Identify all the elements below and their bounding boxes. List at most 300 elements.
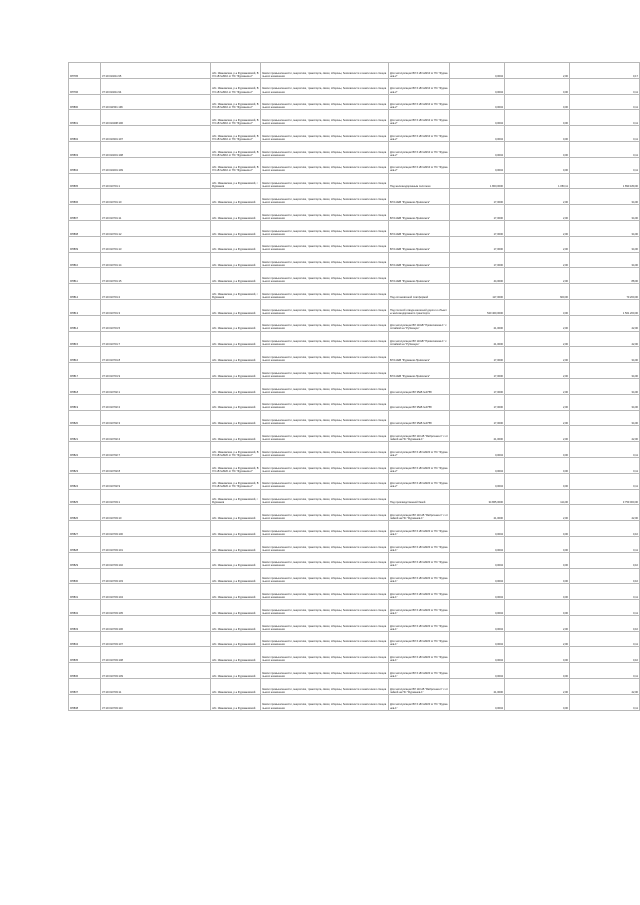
- land-category-cell: Земли промышленности, энергетики, транспорта, связи, обороны, безопасности и земли иного специального назначения: [261, 426, 389, 442]
- land-category-cell: Земли промышленности, энергетики, транспорта, связи, обороны, безопасности и земли иного специального назначения: [261, 489, 389, 505]
- rate-cell: 2,00: [505, 615, 570, 631]
- land-category-cell: Земли промышленности, энергетики, транспорта, связи, обороны, безопасности и земли иного специального назначения: [261, 141, 389, 157]
- rate-cell: 0,00: [505, 568, 570, 584]
- address-cell: обл. Ивановская, р-н Фурмановский, ВЛ 6 кВ №8/10 от ПС "Фурманов-2": [211, 63, 261, 79]
- table-row: [69, 78, 640, 94]
- area-cell: 0,0004: [450, 568, 505, 584]
- cadastral-number-cell: 37:19:010703:11: [101, 679, 211, 695]
- row-number-cell: ЯП835: [69, 647, 101, 663]
- land-category-cell: Земли промышленности, энергетики, транспорта, связи, обороны, безопасности и земли иного специального назначения: [261, 442, 389, 458]
- permitted-use-cell: Для эксплуатации ВЛ 6 кВ №8/20 от ПС "Фурманов-1": [389, 663, 450, 679]
- area-cell: 0,0004: [450, 647, 505, 663]
- row-number-cell: ЯП836: [69, 663, 101, 679]
- permitted-use-cell: ВЛ 110кВ "Фурманов-Приволжск": [389, 205, 450, 221]
- cadastral-number-cell: 37:19:010701:13: [101, 236, 211, 252]
- land-category-cell: Земли промышленности, энергетики, транспорта, связи, обороны, безопасности и земли иного специального назначения: [261, 236, 389, 252]
- area-cell: 0,0004: [450, 157, 505, 173]
- address-cell: обл. Ивановская, р-н Фурмановский: [211, 552, 261, 568]
- table-row: [69, 63, 640, 79]
- area-cell: 0,0004: [450, 110, 505, 126]
- land-category-cell: Земли промышленности, энергетики, транспорта, связи, обороны, безопасности и земли иного специального назначения: [261, 552, 389, 568]
- permitted-use-cell: Для эксплуатации ВЛ 6 кВ №8/10 от ПС "Фурманов-2": [389, 126, 450, 142]
- address-cell: обл. Ивановская, р-н Фурмановский: [211, 647, 261, 663]
- address-cell: обл. Ивановская, р-н Фурмановский: [211, 205, 261, 221]
- permitted-use-cell: Для эксплуатации ВЛ 6 кВ №8/20 от ПС "Фурманов-1": [389, 600, 450, 616]
- area-cell: 17,0000: [450, 189, 505, 205]
- cadastral-number-cell: 37:19:010701:3: [101, 299, 211, 315]
- permitted-use-cell: Для эксплуатации ВЛ 6 кВ №8/20 от ПС "Фурманов-2": [389, 442, 450, 458]
- land-category-cell: Земли промышленности, энергетики, транспорта, связи, обороны, безопасности и земли иного специального назначения: [261, 378, 389, 394]
- cadastral-value-cell: 0,11: [570, 536, 640, 552]
- address-cell: обл. Ивановская, р-н Фурмановский: [211, 410, 261, 426]
- rate-cell: 2,00: [505, 315, 570, 331]
- row-number-cell: ЯП800: [69, 94, 101, 110]
- land-category-cell: Земли промышленности, энергетики, транспорта, связи, обороны, безопасности и земли иного специального назначения: [261, 647, 389, 663]
- address-cell: обл. Ивановская, р-н Фурмановский: [211, 189, 261, 205]
- address-cell: обл. Ивановская, р-н Фурмановский: [211, 315, 261, 331]
- cadastral-value-cell: 0,10: [570, 615, 640, 631]
- row-number-cell: ЯП833: [69, 615, 101, 631]
- cadastral-value-cell: 42,00: [570, 505, 640, 521]
- cadastral-number-cell: 37:19:010201:198: [101, 141, 211, 157]
- cadastral-value-cell: 0,11: [570, 631, 640, 647]
- rate-cell: 2,00: [505, 331, 570, 347]
- land-category-cell: Земли промышленности, энергетики, транспорта, связи, обороны, безопасности и земли иного специального назначения: [261, 331, 389, 347]
- cadastral-number-cell: 37:19:010702:3: [101, 410, 211, 426]
- cadastral-value-cell: 1 890 189,00: [570, 173, 640, 189]
- cadastral-number-cell: 37:19:010703:100: [101, 521, 211, 537]
- cadastral-number-cell: 37:19:010703:1: [101, 489, 211, 505]
- address-cell: обл. Ивановская, р-н Фурмановский: [211, 268, 261, 284]
- area-cell: 17,0000: [450, 205, 505, 221]
- cadastral-number-cell: 37:19:010703:105: [101, 600, 211, 616]
- land-category-cell: Земли промышленности, энергетики, транспорта, связи, обороны, безопасности и земли иного специального назначения: [261, 457, 389, 473]
- land-category-cell: Земли промышленности, энергетики, транспорта, связи, обороны, безопасности и земли иного специального назначения: [261, 505, 389, 521]
- cadastral-number-cell: 37:19:010703:109: [101, 663, 211, 679]
- row-number-cell: ЯП814: [69, 315, 101, 331]
- area-cell: 0,0004: [450, 63, 505, 79]
- permitted-use-cell: Для эксплуатации ВЛ 110 кВ "Фабричная-1" с отпайкой на ПС "Фурманов-1": [389, 426, 450, 442]
- area-cell: 17,0000: [450, 220, 505, 236]
- land-category-cell: Земли промышленности, энергетики, транспорта, связи, обороны, безопасности и земли иного специального назначения: [261, 536, 389, 552]
- address-cell: обл. Ивановская, р-н Фурмановский: [211, 331, 261, 347]
- area-cell: 0,0004: [450, 615, 505, 631]
- row-number-cell: ЯП827: [69, 521, 101, 537]
- row-number-cell: ЯП795: [69, 63, 101, 79]
- cadastral-value-cell: 0,11: [570, 126, 640, 142]
- table-row: [69, 126, 640, 142]
- area-cell: 0,0004: [450, 536, 505, 552]
- permitted-use-cell: Для эксплуатации ВЛ 110 кВ "Фабричная-1" с отпайкой на ПС "Фурманов-1": [389, 679, 450, 695]
- cadastral-number-cell: 37:19:010702:9: [101, 473, 211, 489]
- rate-cell: 2,00: [505, 63, 570, 79]
- address-cell: обл. Ивановская, р-н Фурмановский: [211, 631, 261, 647]
- address-cell: обл. Ивановская, р-н Фурмановский, ВЛ 6 кВ №8/10 от ПС "Фурманов-2": [211, 126, 261, 142]
- permitted-use-cell: Для эксплуатации ВЛ 6 кВ №8/20 от ПС "Фурманов-1": [389, 584, 450, 600]
- rate-cell: 2,00: [505, 505, 570, 521]
- cadastral-number-cell: 37:19:010701:14: [101, 252, 211, 268]
- cadastral-number-cell: 37:19:010702:2: [101, 394, 211, 410]
- permitted-use-cell: Для эксплуатации ВЛ 6 кВ №8/10 от ПС "Фурманов-2": [389, 141, 450, 157]
- address-cell: обл. Ивановская, р-н Фурмановский: [211, 584, 261, 600]
- table-row: [69, 315, 640, 331]
- land-category-cell: Земли промышленности, энергетики, транспорта, связи, обороны, безопасности и земли иного специального назначения: [261, 252, 389, 268]
- rate-cell: 0,00: [505, 126, 570, 142]
- cadastral-number-cell: 37:19:010703:10: [101, 505, 211, 521]
- row-number-cell: ЯП796: [69, 78, 101, 94]
- land-category-cell: Земли промышленности, энергетики, транспорта, связи, обороны, безопасности и земли иного специального назначения: [261, 205, 389, 221]
- cadastral-number-cell: 37:19:010703:102: [101, 552, 211, 568]
- table-row: [69, 426, 640, 442]
- land-category-cell: Земли промышленности, энергетики, транспорта, связи, обороны, безопасности и земли иного специального назначения: [261, 631, 389, 647]
- cadastral-value-cell: 0,11: [570, 584, 640, 600]
- cadastral-value-cell: 0,11: [570, 78, 640, 94]
- address-cell: обл. Ивановская, р-н Фурмановский: [211, 615, 261, 631]
- table-row: [69, 347, 640, 363]
- land-category-cell: Земли промышленности, энергетики, транспорта, связи, обороны, безопасности и земли иного специального назначения: [261, 394, 389, 410]
- row-number-cell: ЯП834: [69, 631, 101, 647]
- land-category-cell: Земли промышленности, энергетики, транспорта, связи, обороны, безопасности и земли иного специального назначения: [261, 347, 389, 363]
- permitted-use-cell: Для эксплуатации ВЛ 6 кВ №8/10 от ПС "Фурманов-2": [389, 157, 450, 173]
- land-category-cell: Земли промышленности, энергетики, транспорта, связи, обороны, безопасности и земли иного специального назначения: [261, 315, 389, 331]
- area-cell: 0,0004: [450, 78, 505, 94]
- permitted-use-cell: ВЛ 110кВ "Фурманов-Приволжск": [389, 363, 450, 379]
- permitted-use-cell: Для эксплуатации ВЛ 6 кВ №8/20 от ПС "Фурманов-1": [389, 647, 450, 663]
- area-cell: 17,0000: [450, 394, 505, 410]
- cadastral-number-cell: 37:19:010703:110: [101, 694, 211, 710]
- table-row: [69, 442, 640, 458]
- document-sheet: [68, 62, 639, 711]
- table-row: [69, 284, 640, 300]
- rate-cell: 2,00: [505, 205, 570, 221]
- cadastral-number-cell: 37:19:010703:106: [101, 615, 211, 631]
- cadastral-number-cell: 37:19:010201:199: [101, 157, 211, 173]
- cadastral-number-cell: 37:19:010211:94: [101, 78, 211, 94]
- cadastral-value-cell: 34,00: [570, 220, 640, 236]
- cadastral-number-cell: 37:19:010703:108: [101, 647, 211, 663]
- address-cell: обл. Ивановская, р-н Фурмановский, ВЛ 6 кВ №8/20 от ПС "Фурманов-2": [211, 457, 261, 473]
- area-cell: 0,0004: [450, 141, 505, 157]
- rate-cell: 2,00: [505, 220, 570, 236]
- row-number-cell: ЯП838: [69, 694, 101, 710]
- permitted-use-cell: Для эксплуатации ВЛ 6 кВ №8/20 от ПС "Фурманов-1": [389, 694, 450, 710]
- table-row: [69, 205, 640, 221]
- table-row: [69, 220, 640, 236]
- permitted-use-cell: Для эксплуатации ВЛ 35кВ №3758: [389, 394, 450, 410]
- cadastral-value-cell: 42,00: [570, 331, 640, 347]
- table-row: [69, 647, 640, 663]
- cadastral-value-cell: 0,11: [570, 694, 640, 710]
- land-category-cell: Земли промышленности, энергетики, транспорта, связи, обороны, безопасности и земли иного специального назначения: [261, 126, 389, 142]
- address-cell: обл. Ивановская, р-н Фурмановский, ВЛ 6 кВ №8/10 от ПС "Фурманов-2": [211, 78, 261, 94]
- rate-cell: 2,00: [505, 236, 570, 252]
- cadastral-value-cell: 34,00: [570, 347, 640, 363]
- land-category-cell: Земли промышленности, энергетики, транспорта, связи, обороны, безопасности и земли иного специального назначения: [261, 521, 389, 537]
- cadastral-value-cell: 70 200,00: [570, 284, 640, 300]
- address-cell: обл. Ивановская, р-н Фурмановский, ВЛ 6 кВ №8/10 от ПС "Фурманов-2": [211, 110, 261, 126]
- table-row: [69, 552, 640, 568]
- land-category-cell: Земли промышленности, энергетики, транспорта, связи, обороны, безопасности и земли иного специального назначения: [261, 284, 389, 300]
- cadastral-number-cell: 37:19:010701:2: [101, 284, 211, 300]
- land-category-cell: Земли промышленности, энергетики, транспорта, связи, обороны, безопасности и земли иного специального назначения: [261, 600, 389, 616]
- land-category-cell: Земли промышленности, энергетики, транспорта, связи, обороны, безопасности и земли иного специального назначения: [261, 157, 389, 173]
- land-category-cell: Земли промышленности, энергетики, транспорта, связи, обороны, безопасности и земли иного специального назначения: [261, 299, 389, 315]
- permitted-use-cell: Для эксплуатации ВЛ 6 кВ №8/20 от ПС "Фурманов-2": [389, 473, 450, 489]
- area-cell: 17,0000: [450, 378, 505, 394]
- permitted-use-cell: Для эксплуатации ВЛ 6 кВ №8/10 от ПС "Фурманов-2": [389, 110, 450, 126]
- permitted-use-cell: Для эксплуатации ВЛ 35кВ №3758: [389, 410, 450, 426]
- area-cell: 17,0000: [450, 236, 505, 252]
- land-category-cell: Земли промышленности, энергетики, транспорта, связи, обороны, безопасности и земли иного специального назначения: [261, 94, 389, 110]
- address-cell: обл. Ивановская, р-н Фурмановский: [211, 220, 261, 236]
- table-row: [69, 189, 640, 205]
- rate-cell: 0,00: [505, 600, 570, 616]
- area-cell: 17,0000: [450, 363, 505, 379]
- row-number-cell: ЯП801: [69, 110, 101, 126]
- cadastral-number-cell: 37:19:010701:15: [101, 268, 211, 284]
- permitted-use-cell: Для эксплуатации ВЛ 6 кВ №8/10 от ПС "Фурманов-2": [389, 94, 450, 110]
- cadastral-value-cell: 0,11: [570, 442, 640, 458]
- table-row: [69, 268, 640, 284]
- permitted-use-cell: ВЛ 110кВ "Фурманов-Приволжск": [389, 347, 450, 363]
- area-cell: 21,0000: [450, 315, 505, 331]
- address-cell: обл. Ивановская, р-н Фурмановский: [211, 252, 261, 268]
- address-cell: обл. Ивановская, р-н Фурмановский: [211, 536, 261, 552]
- cadastral-number-cell: 37:19:010701:7: [101, 331, 211, 347]
- permitted-use-cell: Для эксплуатации ВЛ 6 кВ №8/20 от ПС "Фурманов-1": [389, 615, 450, 631]
- rate-cell: 2,00: [505, 363, 570, 379]
- cadastral-number-cell: 37:19:010701:8: [101, 347, 211, 363]
- permitted-use-cell: Под железнодорожным полотном: [389, 173, 450, 189]
- address-cell: обл. Ивановская, р-н Фурмановский: [211, 299, 261, 315]
- permitted-use-cell: Для эксплуатации ВЛ 6 кВ №8/10 от ПС "Фурманов-2": [389, 78, 450, 94]
- land-category-cell: Земли промышленности, энергетики, транспорта, связи, обороны, безопасности и земли иного специального назначения: [261, 220, 389, 236]
- rate-cell: 2,00: [505, 268, 570, 284]
- permitted-use-cell: ВЛ 110кВ "Фурманов-Приволжск": [389, 220, 450, 236]
- permitted-use-cell: Для эксплуатации ВЛ 6 кВ №8/20 от ПС "Фурманов-1": [389, 568, 450, 584]
- row-number-cell: ЯП823: [69, 457, 101, 473]
- area-cell: 44,0000: [450, 268, 505, 284]
- cadastral-value-cell: 34,00: [570, 236, 640, 252]
- area-cell: 21,0000: [450, 331, 505, 347]
- rate-cell: 2,00: [505, 378, 570, 394]
- area-cell: 21,0000: [450, 426, 505, 442]
- cadastral-value-cell: 0,10: [570, 647, 640, 663]
- cadastral-number-cell: 37:19:010703:107: [101, 631, 211, 647]
- area-cell: 0,0004: [450, 94, 505, 110]
- cadastral-value-cell: 0,11: [570, 110, 640, 126]
- cadastral-number-cell: 37:19:010701:10: [101, 189, 211, 205]
- address-cell: обл. Ивановская, р-н Фурмановский, г Фурманов: [211, 284, 261, 300]
- cadastral-value-cell: 42,00: [570, 426, 640, 442]
- address-cell: обл. Ивановская, р-н Фурмановский: [211, 347, 261, 363]
- land-category-cell: Земли промышленности, энергетики, транспорта, связи, обороны, безопасности и земли иного специального назначения: [261, 63, 389, 79]
- address-cell: обл. Ивановская, р-н Фурмановский: [211, 505, 261, 521]
- address-cell: обл. Ивановская, р-н Фурмановский: [211, 378, 261, 394]
- rate-cell: 0,00: [505, 552, 570, 568]
- table-row: [69, 394, 640, 410]
- permitted-use-cell: Под полосой отвода железной дороги и объекты железнодорожного транспорта: [389, 299, 450, 315]
- row-number-cell: ЯП826: [69, 505, 101, 521]
- rate-cell: 0,00: [505, 442, 570, 458]
- land-plot-table: [68, 62, 640, 711]
- table-row: [69, 473, 640, 489]
- rate-cell: 2,00: [505, 410, 570, 426]
- table-row: [69, 457, 640, 473]
- address-cell: обл. Ивановская, р-н Фурмановский, г Фурманов: [211, 173, 261, 189]
- permitted-use-cell: Для эксплуатации ВЛ 6 кВ №8/20 от ПС "Фурманов-1": [389, 521, 450, 537]
- table-row: [69, 631, 640, 647]
- cadastral-number-cell: 37:19:010703:101: [101, 536, 211, 552]
- cadastral-value-cell: 0,11: [570, 94, 640, 110]
- address-cell: обл. Ивановская, р-н Фурмановский, ВЛ 6 кВ №8/20 от ПС "Фурманов-2": [211, 473, 261, 489]
- row-number-cell: ЯП815: [69, 331, 101, 347]
- rate-cell: 0,00: [505, 94, 570, 110]
- rate-cell: 0,00: [505, 663, 570, 679]
- row-number-cell: ЯП831: [69, 584, 101, 600]
- address-cell: обл. Ивановская, р-н Фурмановский: [211, 236, 261, 252]
- cadastral-value-cell: 0,11: [570, 141, 640, 157]
- row-number-cell: ЯП821: [69, 426, 101, 442]
- table-row: [69, 141, 640, 157]
- cadastral-value-cell: 34,00: [570, 252, 640, 268]
- land-category-cell: Земли промышленности, энергетики, транспорта, связи, обороны, безопасности и земли иного специального назначения: [261, 78, 389, 94]
- row-number-cell: ЯП832: [69, 600, 101, 616]
- cadastral-value-cell: 34,00: [570, 363, 640, 379]
- row-number-cell: ЯП837: [69, 679, 101, 695]
- address-cell: обл. Ивановская, р-н Фурмановский, ВЛ 6 кВ №8/20 от ПС "Фурманов-2": [211, 442, 261, 458]
- row-number-cell: ЯП802: [69, 126, 101, 142]
- area-cell: 17,0000: [450, 410, 505, 426]
- cadastral-value-cell: 42,00: [570, 679, 640, 695]
- cadastral-number-cell: 37:19:010301:197: [101, 126, 211, 142]
- address-cell: обл. Ивановская, р-н Фурмановский: [211, 521, 261, 537]
- table-row: [69, 600, 640, 616]
- rate-cell: 2,00: [505, 394, 570, 410]
- cadastral-number-cell: 37:19:010702:8: [101, 457, 211, 473]
- area-cell: 0,0004: [450, 584, 505, 600]
- row-number-cell: ЯП820: [69, 410, 101, 426]
- row-number-cell: ЯП811: [69, 268, 101, 284]
- rate-cell: 0,00: [505, 157, 570, 173]
- area-cell: 21,0000: [450, 505, 505, 521]
- rate-cell: 2,00: [505, 679, 570, 695]
- cadastral-value-cell: 0,10: [570, 552, 640, 568]
- rate-cell: 0,00: [505, 536, 570, 552]
- cadastral-number-cell: 37:19:010701:11: [101, 205, 211, 221]
- row-number-cell: ЯП809: [69, 236, 101, 252]
- area-cell: 17,0000: [450, 347, 505, 363]
- address-cell: обл. Ивановская, р-н Фурмановский: [211, 663, 261, 679]
- row-number-cell: ЯП830: [69, 568, 101, 584]
- cadastral-value-cell: 3 750 000,00: [570, 489, 640, 505]
- row-number-cell: ЯП808: [69, 220, 101, 236]
- table-row: [69, 157, 640, 173]
- table-row: [69, 584, 640, 600]
- permitted-use-cell: Для эксплуатации ВЛ 6 кВ №8/10 от ПС "Фурманов-2": [389, 63, 450, 79]
- area-cell: 0,0004: [450, 631, 505, 647]
- table-row: [69, 663, 640, 679]
- address-cell: обл. Ивановская, р-н Фурмановский: [211, 694, 261, 710]
- rate-cell: 600,00: [505, 284, 570, 300]
- row-number-cell: ЯП816: [69, 347, 101, 363]
- cadastral-value-cell: 34,00: [570, 189, 640, 205]
- area-cell: 0,0004: [450, 552, 505, 568]
- table-row: [69, 521, 640, 537]
- land-category-cell: Земли промышленности, энергетики, транспорта, связи, обороны, безопасности и земли иного специального назначения: [261, 663, 389, 679]
- cadastral-number-cell: 37:19:010701:9: [101, 363, 211, 379]
- cadastral-number-cell: 37:19:010701:5: [101, 315, 211, 331]
- address-cell: обл. Ивановская, р-н Фурмановский: [211, 426, 261, 442]
- row-number-cell: ЯП825: [69, 489, 101, 505]
- table-row: [69, 679, 640, 695]
- address-cell: обл. Ивановская, р-н Фурмановский: [211, 568, 261, 584]
- permitted-use-cell: Для эксплуатации ВЛ 6 кВ №8/20 от ПС "Фурманов-1": [389, 552, 450, 568]
- row-number-cell: ЯП829: [69, 552, 101, 568]
- permitted-use-cell: ВЛ 110кВ "Фурманов-Приволжск": [389, 236, 450, 252]
- table-row: [69, 252, 640, 268]
- cadastral-number-cell: 37:19:010702:1: [101, 378, 211, 394]
- rate-cell: 2,00: [505, 426, 570, 442]
- row-number-cell: ЯП819: [69, 394, 101, 410]
- permitted-use-cell: Для эксплуатации ВЛ 110кВ "Приволжская-1" с отпайкой на "Рубежную": [389, 315, 450, 331]
- area-cell: 0,0004: [450, 663, 505, 679]
- row-number-cell: ЯП828: [69, 536, 101, 552]
- land-category-cell: Земли промышленности, энергетики, транспорта, связи, обороны, безопасности и земли иного специального назначения: [261, 679, 389, 695]
- land-category-cell: Земли промышленности, энергетики, транспорта, связи, обороны, безопасности и земли иного специального назначения: [261, 173, 389, 189]
- row-number-cell: ЯП818: [69, 378, 101, 394]
- table-row: [69, 694, 640, 710]
- land-category-cell: Земли промышленности, энергетики, транспорта, связи, обороны, безопасности и земли иного специального назначения: [261, 584, 389, 600]
- cadastral-number-cell: 37:19:010703:103: [101, 568, 211, 584]
- land-category-cell: Земли промышленности, энергетики, транспорта, связи, обороны, безопасности и земли иного специального назначения: [261, 268, 389, 284]
- rate-cell: 114,00: [505, 489, 570, 505]
- rate-cell: 0,00: [505, 694, 570, 710]
- rate-cell: 0,00: [505, 647, 570, 663]
- cadastral-number-cell: 37:19:010701:1: [101, 173, 211, 189]
- land-category-cell: Земли промышленности, энергетики, транспорта, связи, обороны, безопасности и земли иного специального назначения: [261, 615, 389, 631]
- cadastral-number-cell: 37:19:010408:196: [101, 110, 211, 126]
- cadastral-number-cell: 37:19:011501:196: [101, 94, 211, 110]
- cadastral-value-cell: 0,17: [570, 63, 640, 79]
- table-row: [69, 110, 640, 126]
- table-row: [69, 94, 640, 110]
- area-cell: 0,0004: [450, 442, 505, 458]
- rate-cell: 0,00: [505, 78, 570, 94]
- table-row: [69, 236, 640, 252]
- land-category-cell: Земли промышленности, энергетики, транспорта, связи, обороны, безопасности и земли иного специального назначения: [261, 110, 389, 126]
- cadastral-value-cell: 0,11: [570, 473, 640, 489]
- cadastral-number-cell: 37:19:010211:95: [101, 63, 211, 79]
- rate-cell: 2,00: [505, 631, 570, 647]
- row-number-cell: ЯП810: [69, 252, 101, 268]
- rate-cell: 0,00: [505, 457, 570, 473]
- table-row: [69, 299, 640, 315]
- table-row: [69, 615, 640, 631]
- table-row: [69, 363, 640, 379]
- row-number-cell: ЯП824: [69, 473, 101, 489]
- rate-cell: 2,00: [505, 347, 570, 363]
- cadastral-value-cell: 42,00: [570, 315, 640, 331]
- row-number-cell: ЯП806: [69, 189, 101, 205]
- permitted-use-cell: Для эксплуатации ВЛ 6 кВ №8/20 от ПС "Фурманов-1": [389, 536, 450, 552]
- address-cell: обл. Ивановская, р-н Фурмановский, г Фурманов: [211, 489, 261, 505]
- land-category-cell: Земли промышленности, энергетики, транспорта, связи, обороны, безопасности и земли иного специального назначения: [261, 473, 389, 489]
- row-number-cell: ЯП803: [69, 141, 101, 157]
- land-category-cell: Земли промышленности, энергетики, транспорта, связи, обороны, безопасности и земли иного специального назначения: [261, 410, 389, 426]
- table-row: [69, 536, 640, 552]
- row-number-cell: ЯП822: [69, 442, 101, 458]
